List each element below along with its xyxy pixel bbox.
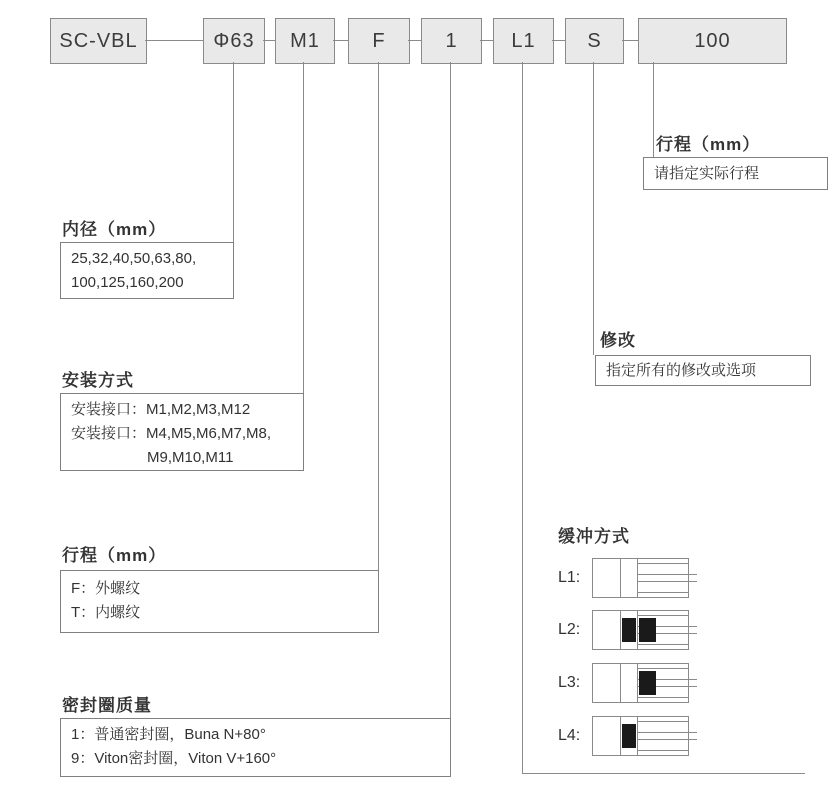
buffer-row	[558, 663, 698, 703]
connector-line	[145, 40, 203, 41]
bore-section-title: 内径（mm）	[62, 220, 167, 239]
thread-section-title: 行程（mm）	[62, 546, 167, 565]
modify-section-title: 修改	[600, 331, 636, 350]
connector-line	[333, 40, 348, 41]
mounting-section-title: 安装方式	[62, 371, 134, 390]
modify-note: 指定所有的修改或选项	[606, 362, 757, 379]
connector-line	[552, 40, 565, 41]
stroke-note-box	[643, 157, 828, 190]
thread-options-line: F：外螺纹	[71, 580, 141, 597]
code-box-seal: 1	[421, 18, 482, 64]
code-box-bore: Φ63	[203, 18, 265, 64]
cushion-left	[622, 724, 636, 748]
buffer-item-label: L3:	[558, 674, 581, 691]
seal-section-title: 密封圈质量	[62, 696, 152, 715]
buffer-row	[558, 610, 698, 650]
stroke-note: 请指定实际行程	[654, 165, 760, 182]
dropline-mounting	[303, 62, 304, 393]
cylinder-cushion-icon	[592, 610, 698, 650]
buffer-item-label: L4:	[558, 727, 581, 744]
dropline-seal	[450, 62, 451, 718]
code-box-thread: F	[348, 18, 410, 64]
code-box-modify: S	[565, 18, 624, 64]
code-box-mounting: M1	[275, 18, 335, 64]
buffer-row	[558, 716, 698, 756]
dropline-bore	[233, 62, 234, 242]
mounting-options-box	[60, 393, 304, 471]
buffer-section-title: 缓冲方式	[558, 527, 630, 546]
cushion-right	[639, 671, 656, 695]
modify-note-box	[595, 355, 811, 386]
dropline-thread	[378, 62, 379, 570]
connector-line	[480, 40, 493, 41]
buffer-item-label: L2:	[558, 621, 581, 638]
cylinder-cushion-icon	[592, 663, 698, 703]
buffer-item-label: L1:	[558, 569, 581, 586]
connector-line	[263, 40, 275, 41]
cylinder-cushion-icon	[592, 716, 698, 756]
code-box-series: SC-VBL	[50, 18, 147, 64]
mounting-options-line: 安装接口：M1,M2,M3,M12	[71, 401, 251, 418]
buffer-row	[558, 558, 698, 598]
dropline-modify	[593, 62, 594, 355]
bore-options-box	[60, 242, 234, 299]
dropline-buffer	[522, 62, 523, 773]
code-box-buffer: L1	[493, 18, 554, 64]
mounting-options-line: 安装接口：M4,M5,M6,M7,M8,	[71, 425, 272, 442]
connector-line	[622, 40, 638, 41]
seal-options-line: 9：Viton密封圈，Viton V+160°	[71, 750, 277, 767]
thread-options-line: T：内螺纹	[71, 604, 141, 621]
code-box-stroke: 100	[638, 18, 787, 64]
stroke-section-title: 行程（mm）	[656, 135, 761, 154]
cylinder-cushion-icon	[592, 558, 698, 598]
connector-line	[408, 40, 421, 41]
seal-options-line: 1：普通密封圈，Buna N+80°	[71, 726, 266, 743]
bore-options-line: 100,125,160,200	[71, 274, 184, 291]
seal-options-box	[60, 718, 451, 777]
mounting-options-line: M9,M10,M11	[147, 449, 234, 466]
cushion-right	[639, 618, 656, 642]
thread-options-box	[60, 570, 379, 633]
cushion-left	[622, 618, 636, 642]
buffer-bottom-line	[522, 773, 805, 774]
bore-options-line: 25,32,40,50,63,80,	[71, 250, 197, 267]
dropline-stroke	[653, 62, 654, 158]
